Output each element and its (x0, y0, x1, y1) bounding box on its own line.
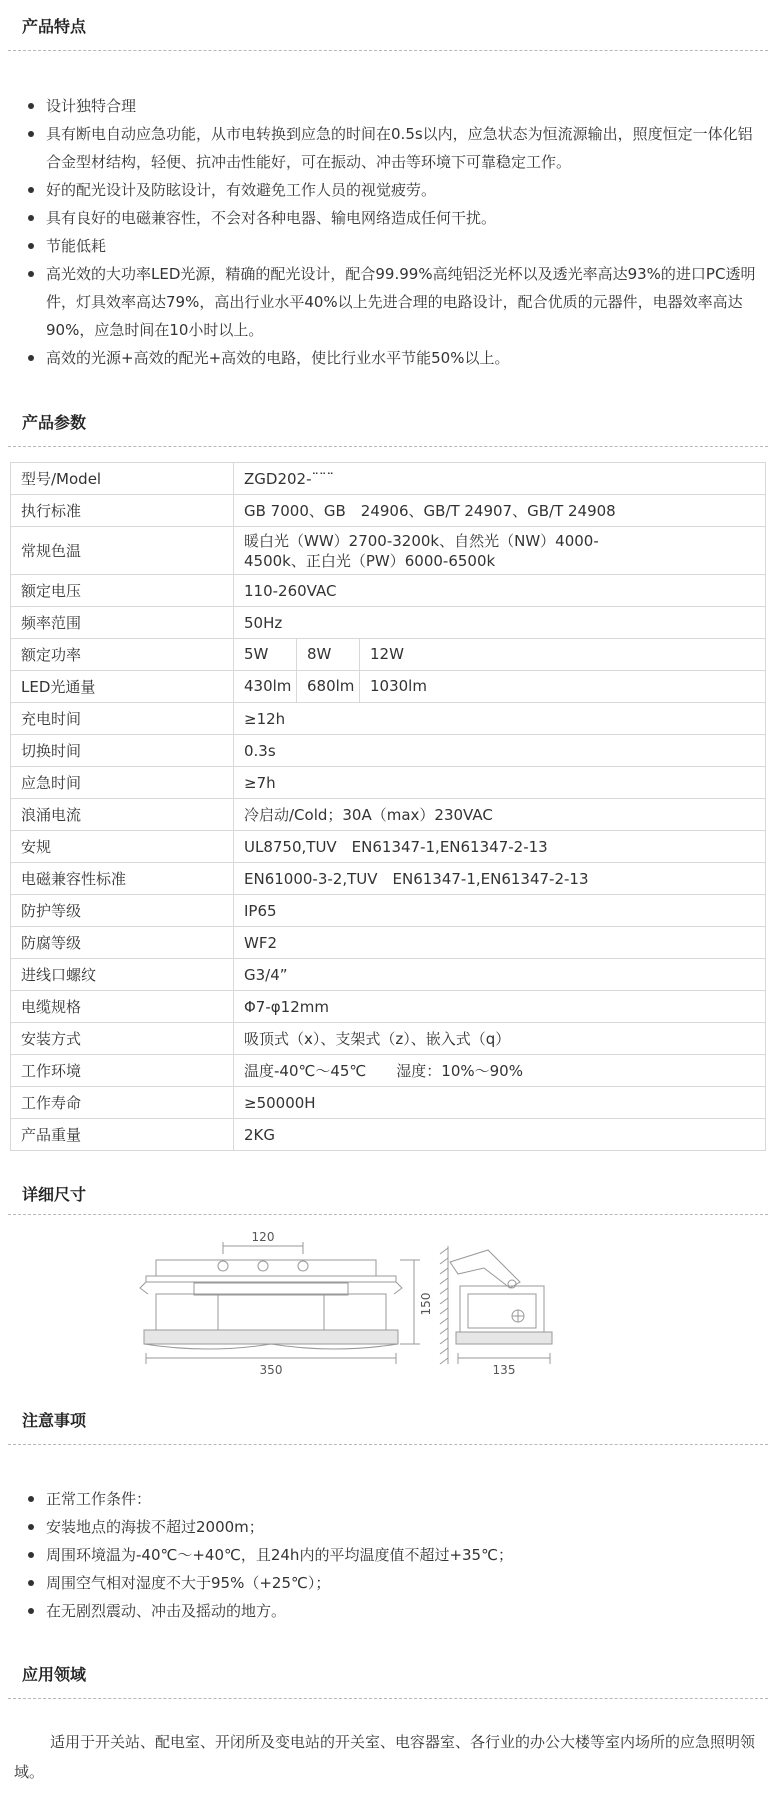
param-value-cell (234, 1055, 766, 1087)
param-value: 12W (370, 645, 404, 663)
feature-item: 具有断电自动应急功能，从市电转换到应急的时间在0.5s以内，应急状态为恒流源输出，照度恒定一体化铝合金型材结构，轻便、抗冲击性能好，可在振动、冲击等环境下可靠稳定工作。 (14, 120, 762, 176)
param-row (11, 799, 766, 831)
dim-label-350: 350 (259, 1363, 283, 1377)
param-row (11, 495, 766, 527)
param-row (11, 927, 766, 959)
param-value-cell (234, 895, 766, 927)
param-value: ZGD202-¨¨¨ (244, 469, 334, 488)
param-row (11, 959, 766, 991)
param-value-cell (234, 639, 766, 671)
notes-title: 注意事项 (22, 1411, 87, 1430)
dim-label-150: 150 (419, 1292, 433, 1316)
param-value: 110-260VAC (244, 581, 337, 600)
param-value: ≥12h (244, 709, 286, 728)
param-value-cell (234, 991, 766, 1023)
param-value-cell (234, 575, 766, 607)
param-value: IP65 (244, 901, 277, 920)
feature-item: 高光效的大功率LED光源，精确的配光设计，配合99.99%高纯铝泛光杯以及透光率高达93%的进口PC透明件，灯具效率高达79%，高出行业水平40%以上先进合理的电路设计，配合优质的元器件，电器效率高达90%，应急时间在10小时以上。 (14, 260, 762, 344)
feature-item: 具有良好的电磁兼容性，不会对各种电器、输电网络造成任何干扰。 (14, 204, 762, 232)
param-value-cell (234, 495, 766, 527)
param-label: LED光通量 (11, 671, 234, 703)
param-label: 工作寿命 (11, 1087, 234, 1119)
dimension-drawing (138, 1228, 638, 1380)
param-value: GB 7000、GB 24906、GB/T 24907、GB/T 24908 (244, 501, 616, 520)
param-row (11, 991, 766, 1023)
features-header (8, 16, 768, 51)
param-value: 0.3s (244, 741, 276, 760)
feature-item: 高效的光源+高效的配光+高效的电路，使比行业水平节能50%以上。 (14, 344, 762, 372)
param-label: 额定功率 (11, 639, 234, 671)
param-label: 产品重量 (11, 1119, 234, 1151)
note-item: 周围空气相对湿度不大于95%（+25℃）； (14, 1569, 762, 1597)
param-row (11, 703, 766, 735)
param-row (11, 575, 766, 607)
param-label: 频率范围 (11, 607, 234, 639)
dimensions-title: 详细尺寸 (22, 1185, 87, 1204)
param-value-cell (234, 671, 766, 703)
param-value-cell (234, 607, 766, 639)
feature-item: 好的配光设计及防眩设计，有效避免工作人员的视觉疲劳。 (14, 176, 762, 204)
param-value-cell (234, 1087, 766, 1119)
param-row (11, 1119, 766, 1151)
param-value: WF2 (244, 933, 278, 952)
note-item: 周围环境温为-40℃～+40℃，且24h内的平均温度值不超过+35℃； (14, 1541, 762, 1569)
note-item: 正常工作条件： (14, 1485, 762, 1513)
dimensions-header (8, 1184, 768, 1215)
param-value: 温度-40℃～45℃ 湿度：10%～90% (244, 1061, 523, 1080)
param-label: 工作环境 (11, 1055, 234, 1087)
application-header (8, 1664, 768, 1699)
param-row (11, 671, 766, 703)
param-label: 应急时间 (11, 767, 234, 799)
param-value: 8W (297, 639, 360, 670)
param-label: 额定电压 (11, 575, 234, 607)
param-value: UL8750,TUV EN61347-1,EN61347-2-13 (244, 837, 548, 856)
param-row (11, 463, 766, 495)
param-value: 冷启动/Cold；30A（max）230VAC (244, 805, 493, 824)
param-value: 暖白光（WW）2700-3200k、自然光（NW）4000-4500k、正白光（PW）6000-6500k (244, 531, 599, 570)
param-row (11, 831, 766, 863)
feature-item: 设计独特合理 (14, 92, 762, 120)
param-label: 电磁兼容性标准 (11, 863, 234, 895)
param-value: Φ7-φ12mm (244, 997, 329, 1016)
param-row (11, 895, 766, 927)
param-value-cell (234, 1023, 766, 1055)
param-row (11, 863, 766, 895)
param-value: 50Hz (244, 613, 283, 632)
param-row (11, 1055, 766, 1087)
param-value-cell (234, 1119, 766, 1151)
param-value: 2KG (244, 1125, 276, 1144)
param-label: 防护等级 (11, 895, 234, 927)
param-value: G3/4” (244, 965, 288, 984)
param-value: 吸顶式（x）、支架式（z）、嵌入式（q） (244, 1029, 511, 1048)
param-label: 型号/Model (11, 463, 234, 495)
param-label: 进线口螺纹 (11, 959, 234, 991)
param-value: EN61000-3-2,TUV EN61347-1,EN61347-2-13 (244, 869, 589, 888)
param-label: 电缆规格 (11, 991, 234, 1023)
param-row (11, 639, 766, 671)
param-value-cell (234, 463, 766, 495)
features-list (14, 92, 762, 372)
param-label: 常规色温 (11, 527, 234, 575)
features-title: 产品特点 (22, 17, 87, 36)
param-value-cell (234, 927, 766, 959)
param-label: 浪涌电流 (11, 799, 234, 831)
note-item: 在无剧烈震动、冲击及摇动的地方。 (14, 1597, 762, 1625)
param-value-cell (234, 735, 766, 767)
params-header (8, 412, 768, 447)
param-value: 430lm (234, 671, 297, 702)
param-value-cell (234, 703, 766, 735)
param-row (11, 767, 766, 799)
param-label: 执行标准 (11, 495, 234, 527)
param-row (11, 1087, 766, 1119)
param-value: 1030lm (370, 677, 427, 695)
note-item: 安装地点的海拔不超过2000m； (14, 1513, 762, 1541)
param-row (11, 607, 766, 639)
dimension-drawing-svg (138, 1228, 638, 1380)
param-value: 5W (234, 639, 297, 670)
param-row (11, 527, 766, 575)
params-title: 产品参数 (22, 413, 87, 432)
param-value-cell (234, 863, 766, 895)
param-label: 切换时间 (11, 735, 234, 767)
notes-header (8, 1410, 768, 1445)
param-value: 680lm (297, 671, 360, 702)
application-title: 应用领域 (22, 1665, 87, 1684)
param-label: 防腐等级 (11, 927, 234, 959)
dim-label-135: 135 (492, 1363, 516, 1377)
param-label: 安装方式 (11, 1023, 234, 1055)
param-row (11, 735, 766, 767)
feature-item: 节能低耗 (14, 232, 762, 260)
application-text: 适用于开关站、配电室、开闭所及变电站的开关室、电容器室、各行业的办公大楼等室内场所的应急照明领域。 (14, 1733, 756, 1781)
param-value-cell (234, 959, 766, 991)
param-label: 充电时间 (11, 703, 234, 735)
param-value: ≥7h (244, 773, 276, 792)
param-label: 安规 (11, 831, 234, 863)
params-table (10, 462, 766, 1151)
param-row (11, 1023, 766, 1055)
param-value-cell (234, 799, 766, 831)
dim-label-120: 120 (251, 1230, 275, 1244)
param-value-cell (234, 527, 766, 575)
param-value-cell (234, 767, 766, 799)
param-value-cell (234, 831, 766, 863)
notes-list (14, 1485, 762, 1625)
param-value: ≥50000H (244, 1093, 316, 1112)
